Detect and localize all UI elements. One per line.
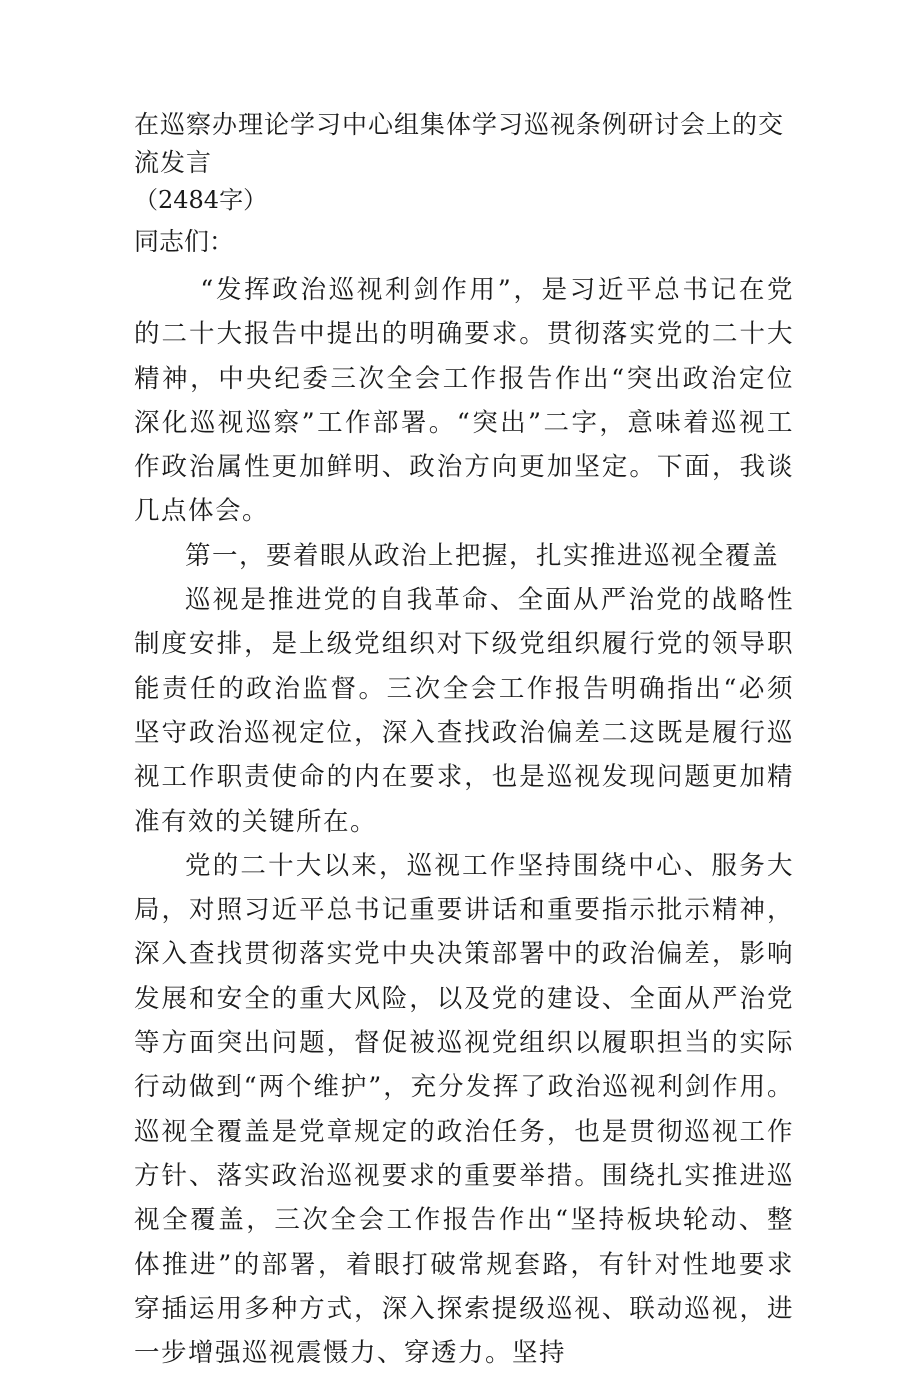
section-heading: 第一，要着眼从政治上把握，扎实推进巡视全覆盖 [185,540,780,571]
intro-paragraph: “发挥政治巡视利剑作用”，是习近平总书记在党的二十大报告中提出的明确要求。贯彻落实党的二十大精神，中央纪委三次全会工作报告作出“突出政治定位深化巡视巡察”工作部署。“突出”二字，意味着巡视工作政治属性更加鲜明、政治方向更加坚定。下面，我谈几点体会。 [134,275,794,527]
word-count: （2484字） [134,186,268,214]
body-paragraph: 巡视是推进党的自我革命、全面从严治党的战略性制度安排，是上级党组织对下级党组织履行党的领导职能责任的政治监督。三次全会工作报告明确指出“必须坚守政治巡视定位，深入查找政治偏差二这既是履行巡视工作职责使命的内在要求，也是巡视发现问题更加精准有效的关键所在。 [134,585,794,837]
body-paragraph: 党的二十大以来，巡视工作坚持围绕中心、服务大局，对照习近平总书记重要讲话和重要指示批示精神，深入查找贯彻落实党中央决策部署中的政治偏差，影响发展和安全的重大风险，以及党的建设、全面从严治党等方面突出问题，督促被巡视党组织以履职担当的实际行动做到“两个维护”，充分发挥了政治巡视利剑作用。巡视全覆盖是党章规定的政治任务，也是贯彻巡视工作方针、落实政治巡视要求的重要举措。围绕扎实推进巡视全覆盖，三次全会工作报告作出“坚持板块轮动、整体推进”的部署，着眼打破常规套路，有针对性地要求穿插运用多种方式，深入探索提级巡视、联动巡视，进一步增强巡视震慑力、穿透力。坚持 [134,850,794,1369]
document-body [134,106,794,1375]
document-title: 在巡察办理论学习中心组集体学习巡视条例研讨会上的交流发言 [134,110,785,177]
salutation: 同志们： [134,227,235,256]
